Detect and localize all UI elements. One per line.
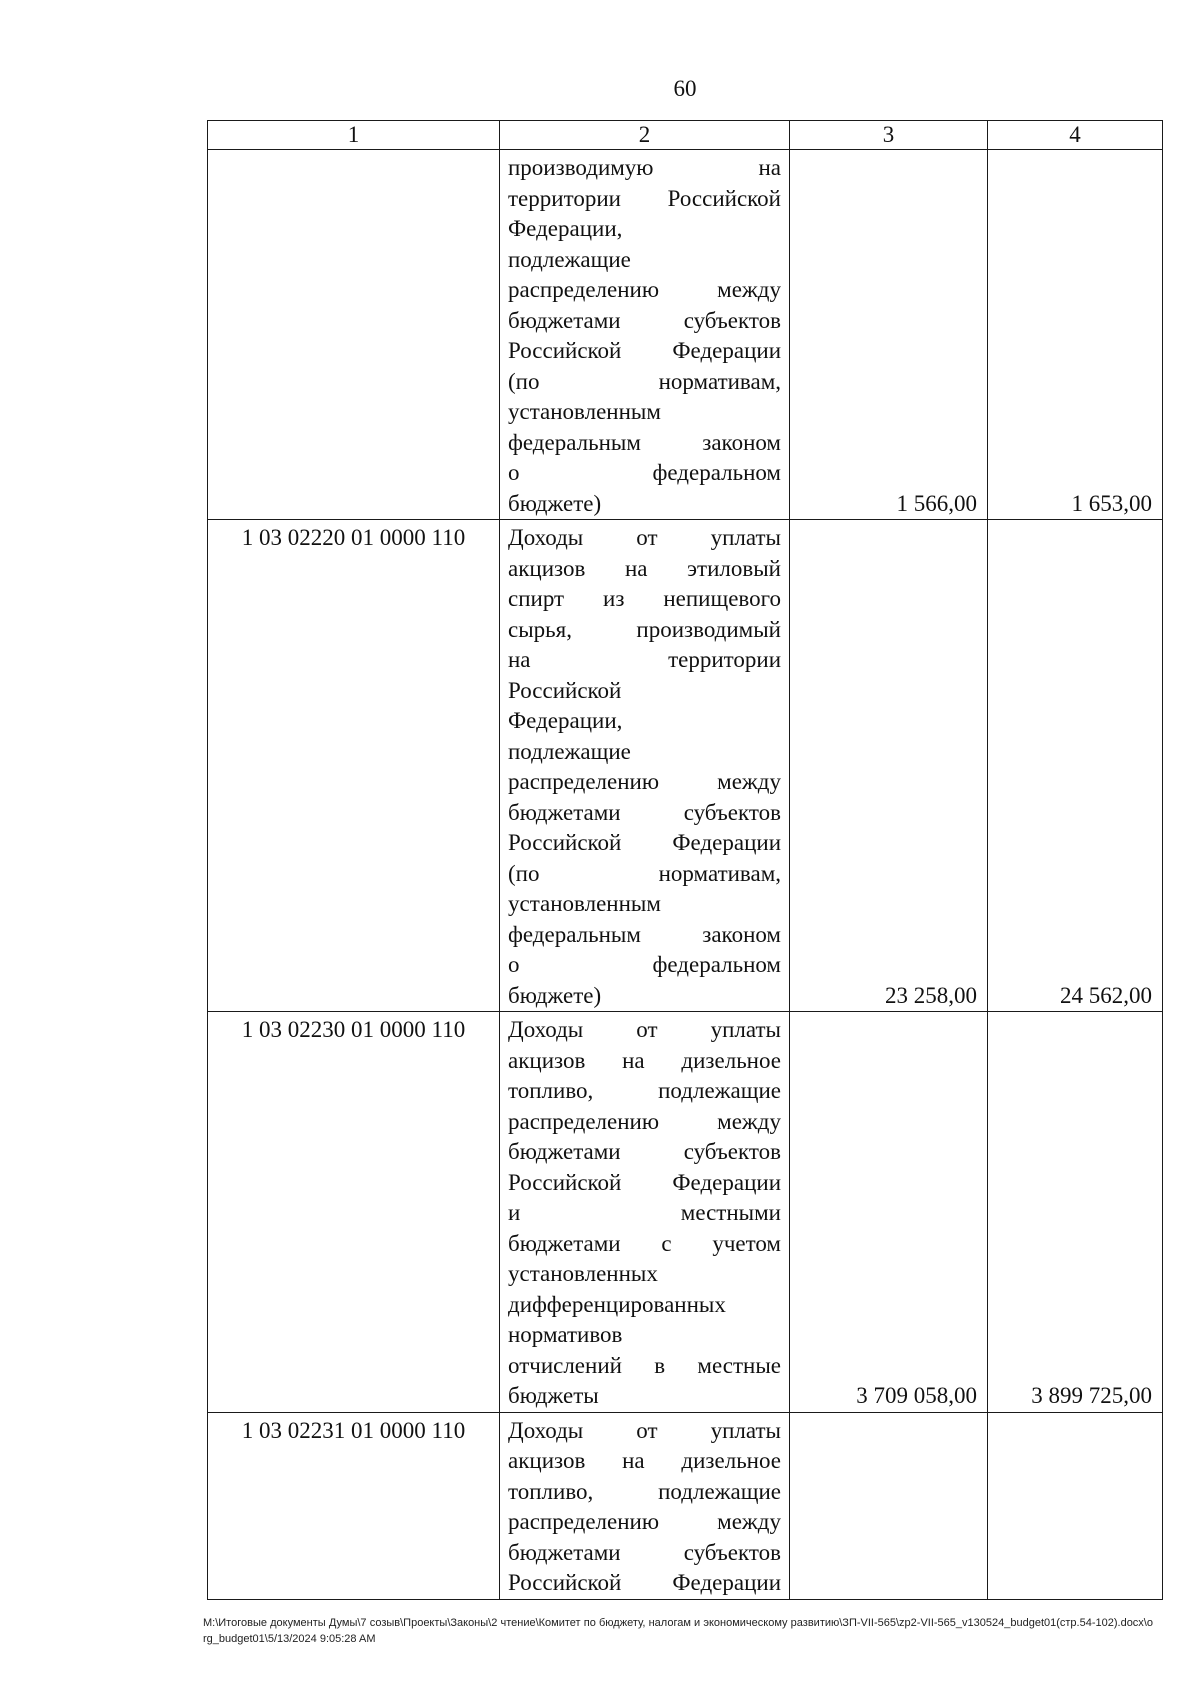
description-line: бюджете) <box>508 982 602 1008</box>
description-line: распределению между <box>508 277 781 302</box>
table-row <box>208 1012 1163 1413</box>
description-line: Российской Федерации <box>508 1570 781 1595</box>
description-line: производимую на <box>508 155 781 180</box>
amount-column-4-cell: 24 562,00 <box>988 520 1163 1012</box>
description-line: бюджетами субъектов <box>508 307 781 333</box>
description-line: Российской Федерации <box>508 338 781 363</box>
amount-column-3-cell: 3 709 058,00 <box>790 1012 988 1413</box>
description-line: бюджетами субъектов <box>508 1139 781 1164</box>
description-line: подлежащие <box>508 246 631 272</box>
column-header-4: 4 <box>988 121 1163 150</box>
description-line: Российской Федерации <box>508 1169 781 1195</box>
budget-table-container <box>207 120 1162 1600</box>
description-line: акцизов на этиловый <box>508 555 781 581</box>
income-description-cell <box>500 520 790 1012</box>
amount-column-3-cell: 1 566,00 <box>790 150 988 520</box>
budget-code-cell: 1 03 02231 01 0000 110 <box>208 1412 500 1599</box>
description-line: бюджетами с учетом <box>508 1230 781 1256</box>
budget-code-cell <box>208 150 500 520</box>
description-line: территории Российской <box>508 185 781 211</box>
description-line: бюджетами субъектов <box>508 799 781 825</box>
amount-column-3-cell: 23 258,00 <box>790 520 988 1012</box>
income-description-cell <box>500 1412 790 1599</box>
description-line: о федеральном <box>508 460 781 485</box>
table-row <box>208 1412 1163 1599</box>
description-line: распределению между <box>508 769 781 794</box>
budget-code-cell: 1 03 02220 01 0000 110 <box>208 520 500 1012</box>
description-line: (по нормативам, <box>508 368 781 394</box>
description-line: о федеральном <box>508 952 781 977</box>
description-line: Доходы от уплаты <box>508 1017 781 1042</box>
description-line: Российской <box>508 677 622 703</box>
description-line: Доходы от уплаты <box>508 525 781 550</box>
description-line: отчислений в местные <box>508 1352 781 1378</box>
description-line: нормативов <box>508 1322 623 1347</box>
table-header-row <box>208 121 1163 150</box>
description-line: федеральным законом <box>508 429 781 455</box>
description-line: спирт из непищевого <box>508 586 781 611</box>
income-description-cell <box>500 150 790 520</box>
budget-code-cell: 1 03 02230 01 0000 110 <box>208 1012 500 1413</box>
description-line: бюджетами субъектов <box>508 1539 781 1565</box>
description-line: Федерации, <box>508 708 623 733</box>
description-line: Федерации, <box>508 216 623 241</box>
description-line: распределению между <box>508 1108 781 1134</box>
page-number: 60 <box>673 76 697 101</box>
description-line: бюджете) <box>508 490 602 516</box>
description-line: сырья, производимый <box>508 616 781 642</box>
amount-column-4-cell: 3 899 725,00 <box>988 1012 1163 1413</box>
description-line: акцизов на дизельное <box>508 1047 781 1073</box>
description-line: бюджеты <box>508 1383 599 1408</box>
column-header-3: 3 <box>790 121 988 150</box>
description-line: акцизов на дизельное <box>508 1448 781 1473</box>
description-line: на территории <box>508 647 781 672</box>
budget-table <box>207 120 1163 1600</box>
description-line: и местными <box>508 1200 781 1225</box>
description-line: топливо, подлежащие <box>508 1078 781 1103</box>
amount-column-4-cell <box>988 1412 1163 1599</box>
description-line: (по нормативам, <box>508 860 781 886</box>
table-row <box>208 520 1163 1012</box>
file-path-footer: M:\Итоговые документы Думы\7 созыв\Проекты\Законы\2 чтение\Комитет по бюджету, налогам и экономическому развитию\ЗП-VII-565\zp2-VII-565_v130524_budget01(стр.54-102).docx\org_budget01\5/13/2024 9:05:28 AM <box>203 1617 1153 1645</box>
description-line: топливо, подлежащие <box>508 1478 781 1504</box>
description-line: дифференцированных <box>508 1291 726 1317</box>
description-line: установленным <box>508 891 661 916</box>
description-line: установленных <box>508 1261 658 1286</box>
description-line: федеральным законом <box>508 921 781 947</box>
description-line: установленным <box>508 399 661 424</box>
column-header-2: 2 <box>500 121 790 150</box>
description-line: Доходы от уплаты <box>508 1417 781 1443</box>
table-row <box>208 150 1163 520</box>
description-line: Российской Федерации <box>508 830 781 855</box>
amount-column-4-cell: 1 653,00 <box>988 150 1163 520</box>
description-line: подлежащие <box>508 738 631 764</box>
description-line: распределению между <box>508 1509 781 1534</box>
amount-column-3-cell <box>790 1412 988 1599</box>
income-description-cell <box>500 1012 790 1413</box>
column-header-1: 1 <box>208 121 500 150</box>
